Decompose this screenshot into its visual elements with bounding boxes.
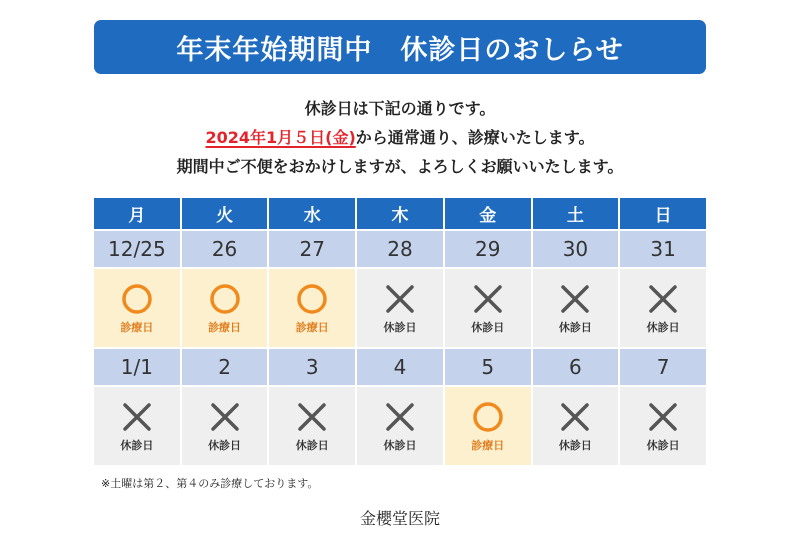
cross-icon [295,400,329,434]
date-row [94,349,706,385]
date-row [94,231,706,267]
date-cell: 1/1 [94,349,180,385]
calendar-weeks [94,231,706,465]
status-label: 診療日 [471,438,505,452]
notice-line-2 [0,123,800,152]
date-cell: 6 [533,349,619,385]
status-cell-closed [357,387,443,465]
saturday-footnote: ※土曜は第２、第４のみ診療しております。 [101,477,319,490]
circle-icon [120,282,154,316]
status-label: 休診日 [120,438,154,452]
weekday-thu: 木 [357,198,443,229]
circle-icon [208,282,242,316]
status-cell-closed [269,387,355,465]
date-cell: 7 [620,349,706,385]
status-cell-closed [620,387,706,465]
status-label: 休診日 [558,438,592,452]
cross-icon [646,282,680,316]
page-title: 年末年始期間中 休診日のおしらせ [176,34,624,66]
holiday-calendar [94,198,706,465]
status-label: 休診日 [646,320,680,334]
cross-icon [383,282,417,316]
cross-icon [646,400,680,434]
status-label: 休診日 [646,438,680,452]
cross-icon [383,400,417,434]
cross-icon [471,282,505,316]
notice-line-3: 期間中ご不便をおかけしますが、よろしくお願いいたします。 [176,157,624,176]
cross-icon [120,400,154,434]
circle-icon [295,282,329,316]
circle-icon [471,400,505,434]
date-cell: 5 [445,349,531,385]
status-cell-closed [445,269,531,347]
status-row [94,387,706,465]
cross-icon [208,400,242,434]
date-cell: 28 [357,231,443,267]
status-label: 診療日 [295,320,329,334]
notice-line-2-rest: から通常通り、診療いたします。 [355,128,595,147]
weekday-wed: 水 [269,198,355,229]
status-label: 休診日 [383,320,417,334]
date-cell: 4 [357,349,443,385]
status-cell-closed [620,269,706,347]
status-label: 休診日 [558,320,592,334]
weekday-fri: 金 [445,198,531,229]
cross-icon [558,282,592,316]
date-cell: 27 [269,231,355,267]
weekday-tue: 火 [182,198,268,229]
date-cell: 31 [620,231,706,267]
weekday-mon: 月 [94,198,180,229]
weekday-sat: 土 [533,198,619,229]
status-label: 診療日 [120,320,154,334]
title-banner [94,20,706,74]
status-cell-closed [533,269,619,347]
status-cell-closed [357,269,443,347]
status-cell-open [445,387,531,465]
date-cell: 12/25 [94,231,180,267]
status-cell-open [94,269,180,347]
status-label: 診療日 [208,320,242,334]
date-cell: 2 [182,349,268,385]
status-cell-open [182,269,268,347]
notice-line-1: 休診日は下記の通りです。 [304,99,496,118]
date-cell: 30 [533,231,619,267]
status-label: 休診日 [383,438,417,452]
status-label: 休診日 [295,438,329,452]
date-cell: 3 [269,349,355,385]
cross-icon [558,400,592,434]
resume-date-highlight: 2024年1月５日(金) [205,128,356,147]
status-label: 休診日 [208,438,242,452]
status-cell-closed [182,387,268,465]
date-cell: 29 [445,231,531,267]
status-cell-closed [533,387,619,465]
date-cell: 26 [182,231,268,267]
status-row [94,269,706,347]
clinic-name: 金櫻堂医院 [359,509,440,528]
status-cell-closed [94,387,180,465]
status-cell-open [269,269,355,347]
status-label: 休診日 [471,320,505,334]
weekday-sun: 日 [620,198,706,229]
notice-text [0,94,800,181]
weekday-header-row [94,198,706,229]
